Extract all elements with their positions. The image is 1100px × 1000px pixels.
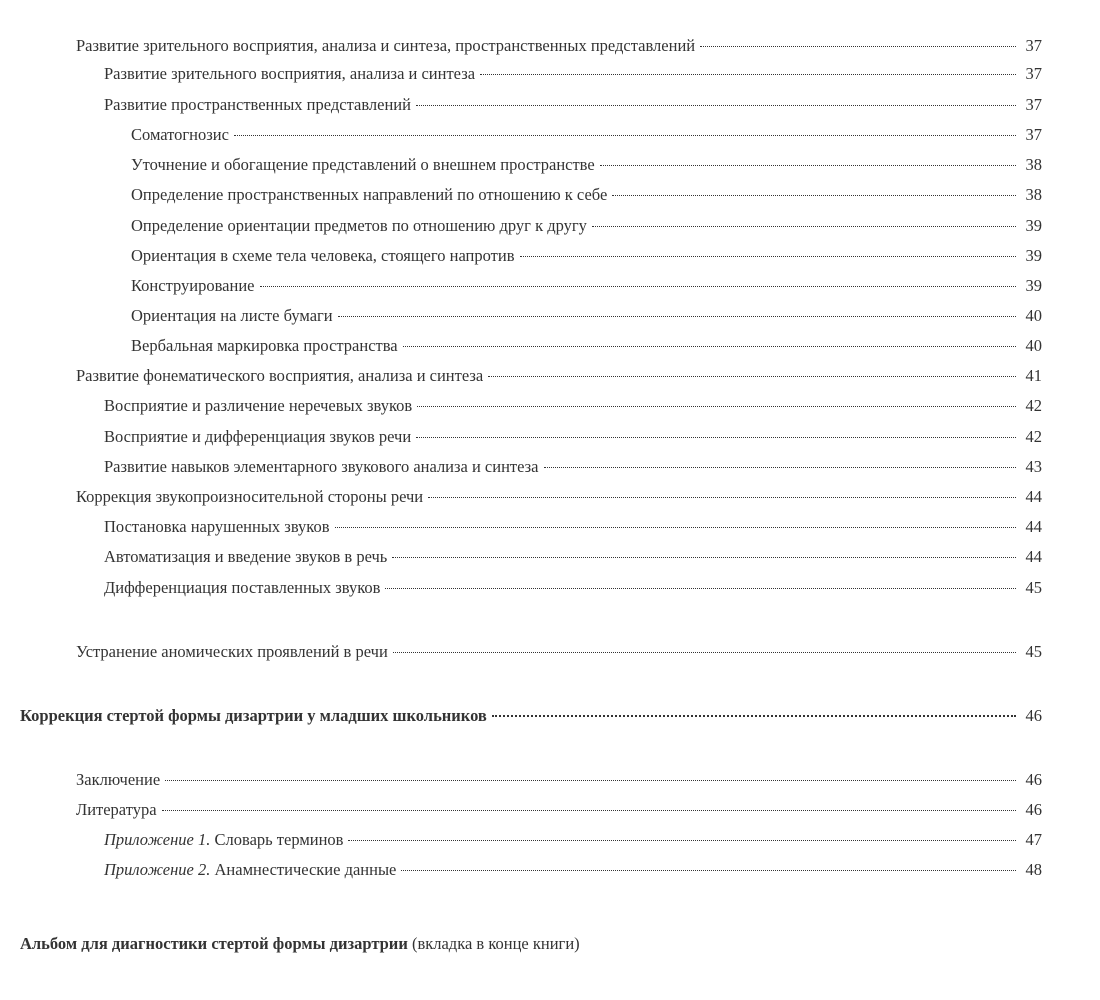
toc-entry-title: Коррекция стертой формы дизартрии у младших школьников bbox=[20, 706, 487, 725]
toc-entry[interactable] bbox=[104, 396, 1042, 416]
dot-leader bbox=[612, 195, 1016, 196]
toc-entry-title: Литература bbox=[76, 800, 157, 819]
toc-entry-page: 39 bbox=[1025, 246, 1042, 265]
toc-entry[interactable] bbox=[131, 276, 1042, 296]
toc-entry-title: Заключение bbox=[76, 770, 161, 789]
toc-entry-page: 39 bbox=[1025, 216, 1042, 235]
toc-entry-page: 43 bbox=[1025, 457, 1042, 476]
dot-leader bbox=[234, 135, 1016, 136]
toc-entry[interactable] bbox=[76, 487, 1042, 507]
toc-entry-page: 45 bbox=[1025, 578, 1042, 597]
toc-entry-title bbox=[104, 830, 343, 850]
toc-entry[interactable] bbox=[131, 125, 1042, 145]
toc-entry-page: 37 bbox=[1025, 95, 1042, 114]
dot-leader bbox=[416, 105, 1016, 106]
toc-entry-page: 39 bbox=[1025, 276, 1042, 295]
toc-entry-page: 40 bbox=[1025, 336, 1042, 355]
toc-entry-title bbox=[104, 860, 396, 880]
toc-entry-page: 42 bbox=[1025, 396, 1042, 415]
dot-leader bbox=[488, 376, 1016, 377]
dot-leader bbox=[403, 346, 1016, 347]
toc-entry-title: Развитие зрительного восприятия, анализа и синтеза bbox=[104, 64, 476, 83]
toc-entry-page: 45 bbox=[1025, 642, 1042, 661]
toc-entry[interactable] bbox=[104, 517, 1042, 537]
toc-entry[interactable] bbox=[76, 642, 1042, 662]
toc-entry-page: 47 bbox=[1025, 830, 1042, 849]
toc-entry-page: 37 bbox=[1025, 64, 1042, 83]
dot-leader bbox=[260, 286, 1017, 287]
toc-entry[interactable] bbox=[131, 246, 1042, 266]
toc-entry[interactable] bbox=[104, 547, 1042, 567]
dot-leader bbox=[348, 840, 1016, 841]
toc-entry-page: 38 bbox=[1025, 185, 1042, 204]
appendix-label: Приложение 1. bbox=[104, 830, 211, 849]
toc-entry-title: Развитие пространственных представлений bbox=[104, 95, 411, 114]
toc-entry[interactable] bbox=[104, 64, 1042, 84]
toc-entry-title: Устранение аномических проявлений в речи bbox=[76, 642, 388, 661]
toc-entry-page: 46 bbox=[1025, 706, 1042, 725]
toc-entry-title: Уточнение и обогащение представлений о внешнем пространстве bbox=[131, 155, 595, 174]
dot-leader bbox=[428, 497, 1016, 498]
toc-entry-title: Дифференциация поставленных звуков bbox=[104, 578, 381, 597]
toc-entry-title: Определение пространственных направлений по отношению к себе bbox=[131, 185, 608, 204]
dot-leader bbox=[335, 527, 1016, 528]
toc-entry[interactable] bbox=[76, 770, 1042, 790]
dot-leader bbox=[392, 557, 1016, 558]
toc-entry[interactable] bbox=[104, 830, 1042, 850]
toc-entry[interactable] bbox=[76, 366, 1042, 386]
toc-entry-title: Развитие зрительного восприятия, анализа и синтеза, пространственных представлений bbox=[76, 36, 696, 55]
toc-entry-page: 37 bbox=[1025, 125, 1042, 144]
dot-leader bbox=[401, 870, 1016, 871]
dot-leader bbox=[492, 715, 1016, 717]
toc-entry[interactable] bbox=[104, 95, 1042, 115]
dot-leader bbox=[165, 780, 1016, 781]
appendix-title: Словарь терминов bbox=[214, 830, 344, 849]
album-title: Альбом для диагностики стертой формы дизартрии bbox=[20, 934, 408, 953]
album-note-text: (вкладка в конце книги) bbox=[411, 934, 580, 953]
toc-entry-title: Конструирование bbox=[131, 276, 255, 295]
toc-entry-title: Развитие навыков элементарного звукового анализа и синтеза bbox=[104, 457, 539, 476]
dot-leader bbox=[520, 256, 1017, 257]
toc-chapter-entry[interactable] bbox=[20, 706, 1042, 726]
dot-leader bbox=[592, 226, 1016, 227]
appendix-title: Анамнестические данные bbox=[214, 860, 397, 879]
toc-entry-title: Вербальная маркировка пространства bbox=[131, 336, 398, 355]
toc-entry[interactable] bbox=[104, 427, 1042, 447]
dot-leader bbox=[338, 316, 1016, 317]
dot-leader bbox=[544, 467, 1017, 468]
toc-entry-title: Ориентация на листе бумаги bbox=[131, 306, 333, 325]
album-note[interactable] bbox=[20, 934, 580, 954]
toc-entry-page: 46 bbox=[1025, 800, 1042, 819]
dot-leader bbox=[600, 165, 1016, 166]
toc-entry-title: Постановка нарушенных звуков bbox=[104, 517, 330, 536]
toc-entry-title: Коррекция звукопроизносительной стороны речи bbox=[76, 487, 424, 506]
toc-entry[interactable] bbox=[104, 578, 1042, 598]
toc-entry-page: 41 bbox=[1025, 366, 1042, 385]
toc-entry[interactable] bbox=[104, 457, 1042, 477]
toc-entry-page: 37 bbox=[1025, 36, 1042, 55]
dot-leader bbox=[700, 46, 1016, 47]
toc-entry-title: Ориентация в схеме тела человека, стоящего напротив bbox=[131, 246, 515, 265]
toc-entry-page: 40 bbox=[1025, 306, 1042, 325]
toc-entry-page: 42 bbox=[1025, 427, 1042, 446]
toc-entry-title: Определение ориентации предметов по отношению друг к другу bbox=[131, 216, 587, 235]
toc-entry-page: 44 bbox=[1025, 517, 1042, 536]
toc-entry[interactable] bbox=[131, 306, 1042, 326]
toc-entry-page: 46 bbox=[1025, 770, 1042, 789]
toc-entry-page: 38 bbox=[1025, 155, 1042, 174]
dot-leader bbox=[416, 437, 1016, 438]
dot-leader bbox=[417, 406, 1016, 407]
dot-leader bbox=[385, 588, 1016, 589]
toc-entry-title: Автоматизация и введение звуков в речь bbox=[104, 547, 388, 566]
toc-entry[interactable] bbox=[76, 800, 1042, 820]
toc-entry[interactable] bbox=[131, 155, 1042, 175]
toc-entry[interactable] bbox=[76, 36, 1042, 56]
toc-entry-title: Развитие фонематического восприятия, анализа и синтеза bbox=[76, 366, 484, 385]
toc-entry-title: Соматогнозис bbox=[131, 125, 229, 144]
appendix-label: Приложение 2. bbox=[104, 860, 211, 879]
toc-entry[interactable] bbox=[104, 860, 1042, 880]
dot-leader bbox=[480, 74, 1016, 75]
toc-entry-page: 44 bbox=[1025, 487, 1042, 506]
toc-entry-title: Восприятие и дифференциация звуков речи bbox=[104, 427, 412, 446]
toc-entry-page: 48 bbox=[1025, 860, 1042, 879]
toc-entry[interactable] bbox=[131, 216, 1042, 236]
toc-entry[interactable] bbox=[131, 336, 1042, 356]
toc-entry[interactable] bbox=[131, 185, 1042, 205]
dot-leader bbox=[393, 652, 1016, 653]
toc-entry-title: Восприятие и различение неречевых звуков bbox=[104, 396, 413, 415]
dot-leader bbox=[162, 810, 1016, 811]
toc-entry-page: 44 bbox=[1025, 547, 1042, 566]
